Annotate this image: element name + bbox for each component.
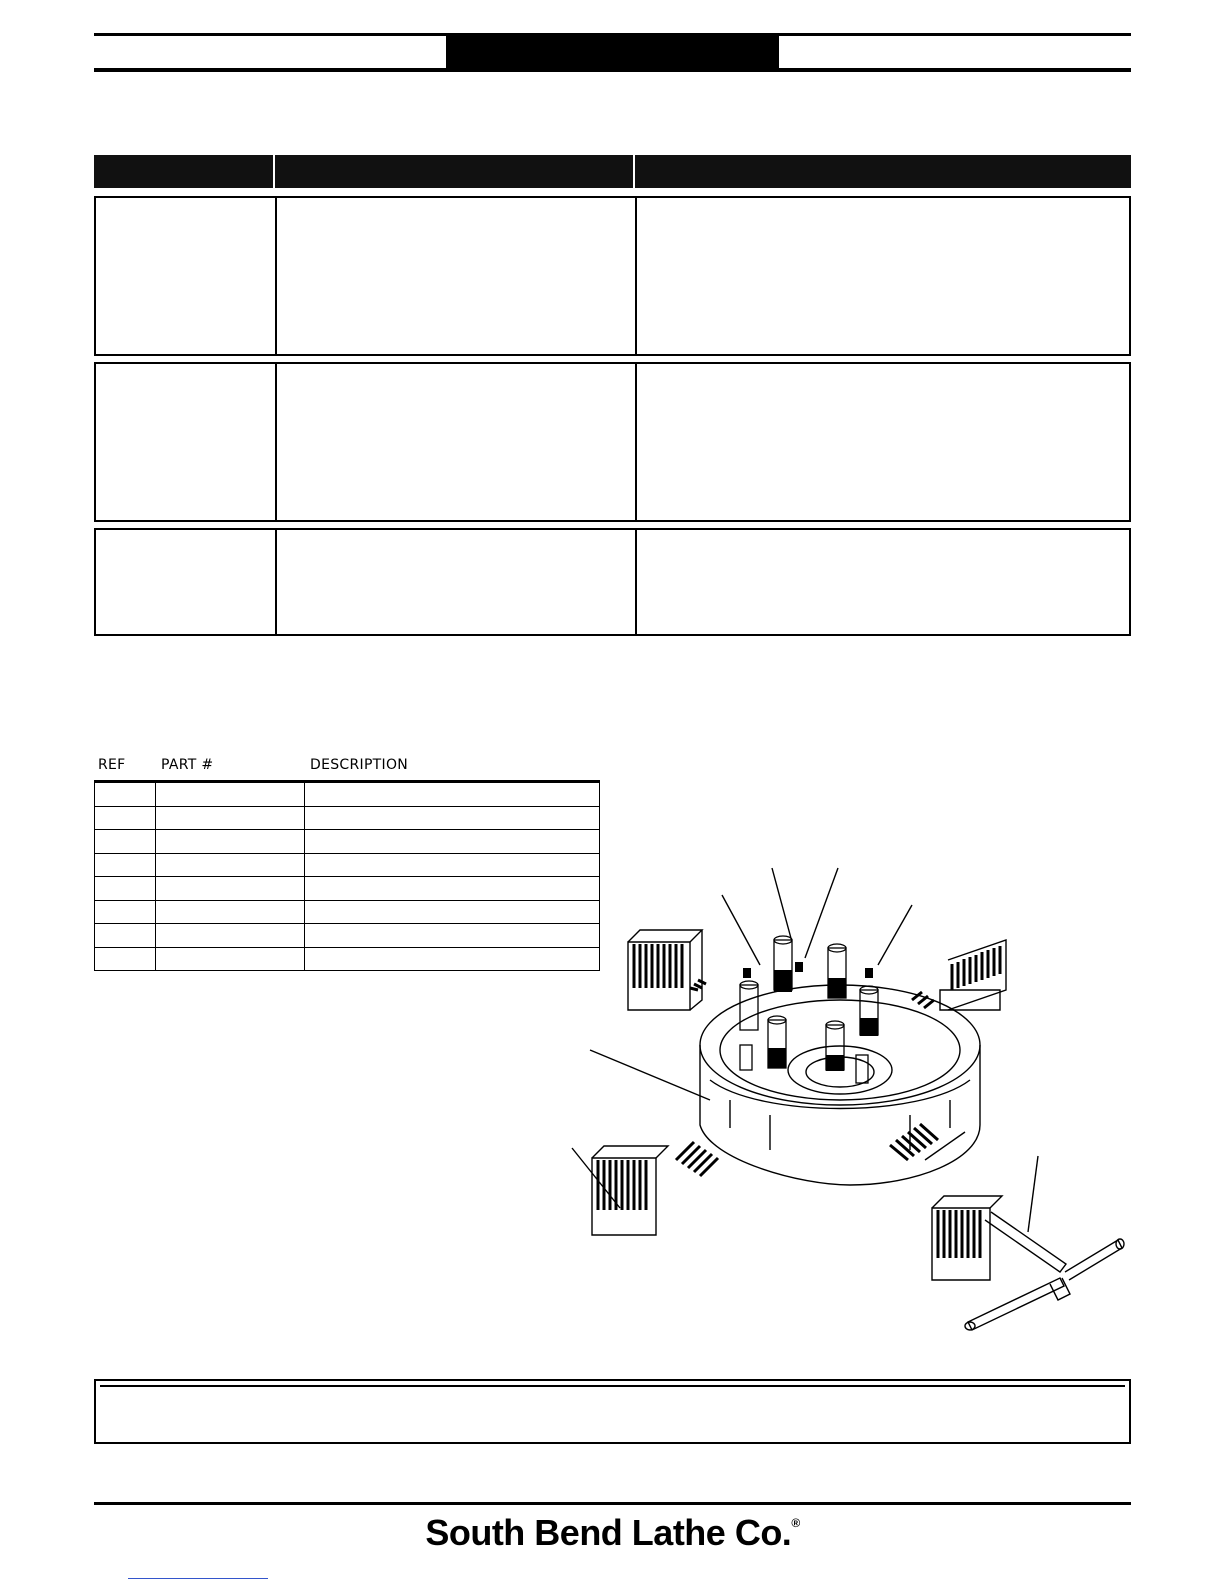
note-box-inner-rule [100, 1385, 1125, 1387]
parts-cell-ref [95, 924, 156, 948]
table-row [95, 900, 600, 924]
parts-table [94, 782, 600, 971]
parts-cell-ref [95, 783, 156, 807]
parts-cell-ref [95, 806, 156, 830]
parts-cell-part [155, 783, 305, 807]
table-row [94, 528, 1131, 636]
table-row [95, 806, 600, 830]
parts-cell-part [155, 900, 305, 924]
footer-link-underline[interactable] [128, 1578, 268, 1579]
table-header-divider [633, 155, 635, 188]
parts-cell-part [155, 806, 305, 830]
table-row [95, 830, 600, 854]
parts-cell-part [155, 924, 305, 948]
table-cell-divider [275, 198, 277, 354]
parts-cell-ref [95, 877, 156, 901]
leader-line [590, 1050, 710, 1100]
parts-cell-part [155, 830, 305, 854]
table-cell-divider [635, 364, 637, 520]
brand-logo [0, 1512, 1225, 1554]
parts-col-description-header: DESCRIPTION [310, 757, 409, 773]
jaw-upper-right [940, 940, 1006, 1010]
parts-cell-desc [305, 806, 600, 830]
brand-name: South Bend Lathe Co. [425, 1512, 792, 1553]
leader-line [722, 895, 760, 965]
leader-line [925, 1132, 965, 1160]
table-cell-divider [275, 530, 277, 634]
table-row [95, 877, 600, 901]
parts-col-ref-header: REF [98, 757, 126, 773]
table-row [94, 362, 1131, 522]
table-cell-divider [635, 198, 637, 354]
leader-line [878, 905, 912, 965]
header-section-tab [446, 33, 779, 70]
parts-cell-desc [305, 947, 600, 971]
table-row [95, 947, 600, 971]
parts-cell-part [155, 947, 305, 971]
table-row [95, 853, 600, 877]
note-box [94, 1379, 1131, 1444]
table-row [95, 783, 600, 807]
parts-cell-ref [95, 947, 156, 971]
table-row [94, 196, 1131, 356]
parts-cell-part [155, 877, 305, 901]
parts-cell-ref [95, 853, 156, 877]
leader-line [1028, 1156, 1038, 1232]
registered-mark: ® [791, 1516, 800, 1530]
table-row [95, 924, 600, 948]
parts-cell-desc [305, 877, 600, 901]
table-cell-divider [635, 530, 637, 634]
jaw-lower-left [592, 1146, 668, 1235]
parts-cell-desc [305, 783, 600, 807]
chuck-exploded-diagram [560, 860, 1140, 1360]
parts-cell-part [155, 853, 305, 877]
parts-cell-desc [305, 900, 600, 924]
jaw-screws [676, 980, 938, 1176]
jaw-upper-left [628, 930, 702, 1010]
parts-col-partnum-header: PART # [161, 757, 214, 773]
chuck-studs [740, 936, 878, 1083]
jaw-lower-right [932, 1196, 1002, 1280]
parts-cell-desc [305, 924, 600, 948]
leader-line [772, 868, 792, 942]
chuck-body-inner [720, 1000, 960, 1100]
table-header-divider [273, 155, 275, 188]
parts-cell-desc [305, 830, 600, 854]
footer-rule [94, 1502, 1131, 1505]
parts-cell-ref [95, 900, 156, 924]
parts-cell-desc [305, 853, 600, 877]
table-header-bar [94, 155, 1131, 188]
parts-cell-ref [95, 830, 156, 854]
leader-line [572, 1148, 620, 1208]
table-cell-divider [275, 364, 277, 520]
chuck-key [965, 1212, 1124, 1330]
